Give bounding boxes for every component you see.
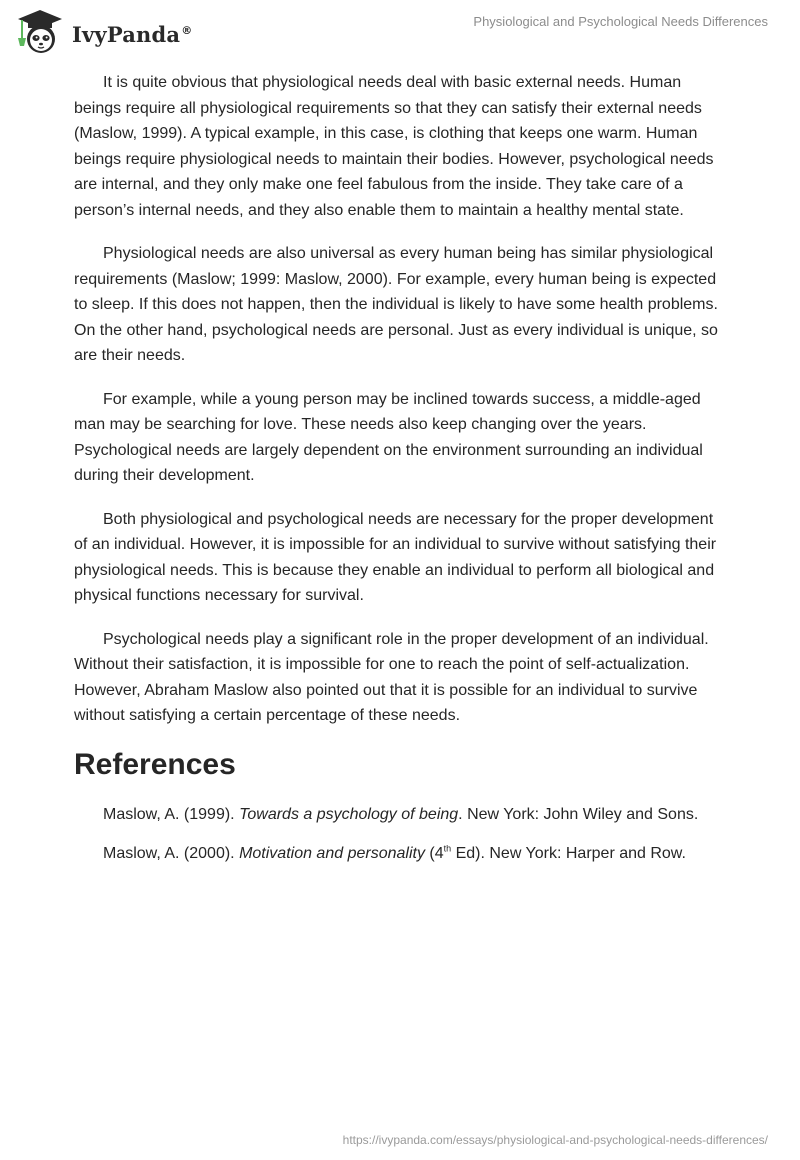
ivypanda-logo[interactable] — [14, 8, 192, 56]
page-header — [0, 0, 800, 66]
body-paragraph: Psychological needs play a significant role in the proper development of an individual. Without their satisfaction, it is impossible for one to reach the point of self-actualization. However, Abraham Maslow also pointed out that it is possible for an individual to survive without satisfying a certain percentage of these needs. — [74, 630, 709, 724]
body-paragraph: Physiological needs are also universal as every human being has similar physiological requirements (Maslow; 1999: Maslow, 2000). For example, every human being is expected to sleep. If this does not happen, then the individual is likely to have some health problems. On the other hand, psychological needs are personal. Just as every individual is unique, so are their needs. — [74, 245, 718, 364]
running-title: Physiological and Psychological Needs Differences — [473, 14, 768, 29]
registered-mark: ® — [181, 23, 193, 37]
reference-publisher: Ed). New York: Harper and Row. — [451, 845, 686, 862]
logo-wordmark — [72, 22, 192, 47]
reference-item — [74, 802, 724, 828]
reference-item — [74, 841, 724, 867]
reference-edition: (4 — [424, 845, 444, 862]
references-heading: References — [74, 747, 236, 781]
body-paragraph: Both physiological and psychological needs are necessary for the proper development of an individual. However, it is impossible for an individual to survive without satisfying their physiological needs. This is because they enable an individual to perform all biological and physical functions necessary for survival. — [74, 510, 717, 604]
reference-title: Towards a psychology of being — [239, 805, 459, 823]
body-paragraph: It is quite obvious that physiological needs deal with basic external needs. Human beings require all physiological requirements so that they can satisfy their external needs (Maslow, 1999). A typical example, in this case, is clothing that keeps one warm. Human beings require physiological needs to maintain their bodies. However, psychological needs are internal, and they only make one feel fabulous from the inside. They take care of a person’s internal needs, and they also enable them to maintain a healthy mental state. — [74, 74, 714, 219]
source-url[interactable]: https://ivypanda.com/essays/physiological-and-psychological-needs-differences/ — [342, 1133, 768, 1147]
reference-author: Maslow, A. (2000). — [103, 845, 240, 862]
logo-text: IvyPanda — [72, 21, 181, 47]
reference-author: Maslow, A. (1999). — [103, 805, 240, 823]
reference-edition-suffix: th — [443, 843, 452, 854]
essay-content — [74, 70, 724, 881]
reference-title: Motivation and personality — [239, 845, 425, 862]
panda-graduation-cap-icon — [14, 8, 66, 56]
reference-publisher: . New York: John Wiley and Sons. — [458, 805, 699, 823]
body-paragraph: For example, while a young person may be inclined towards success, a middle-aged man may be searching for love. These needs also keep changing over the years. Psychological needs are largely dependent on the environment surrounding an individual during their development. — [74, 390, 703, 484]
